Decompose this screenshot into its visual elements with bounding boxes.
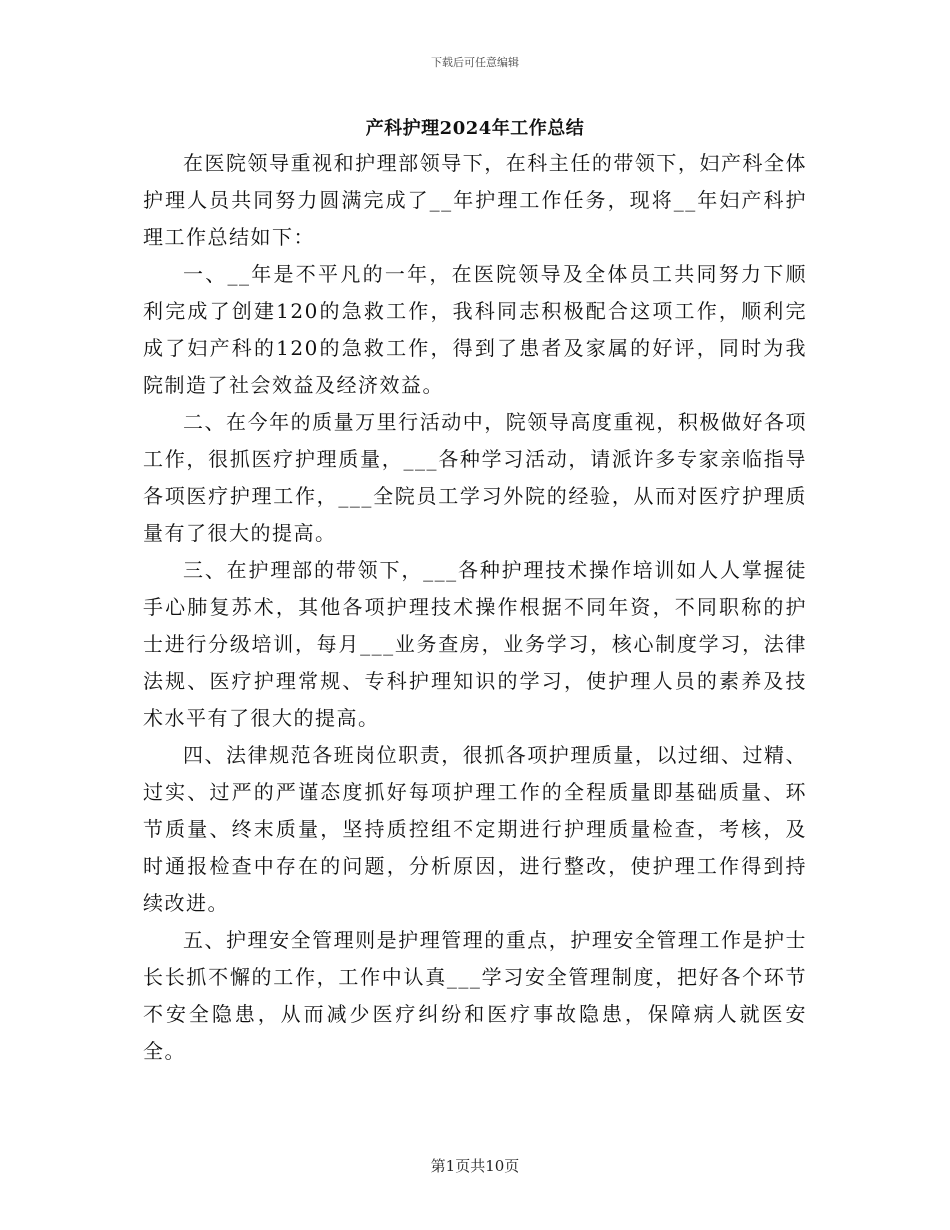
header-note: 下载后可任意编辑	[431, 56, 519, 69]
document-title: 产科护理2024年工作总结	[365, 118, 585, 139]
paragraph-intro: 在医院领导重视和护理部领导下，在科主任的带领下，妇产科全体护理人员共同努力圆满完成了__年护理工作任务，现将__年妇产科护理工作总结如下：	[143, 151, 807, 249]
paragraph-2: 二、在今年的质量万里行活动中，院领导高度重视，积极做好各项工作，很抓医疗护理质量，___各种学习活动，请派许多专家亲临指导各项医疗护理工作，___全院员工学习外院的经验，从而对医疗护理质量有了很大的提高。	[143, 410, 807, 545]
paragraph-3: 三、在护理部的带领下，___各种护理技术操作培训如人人掌握徒手心肺复苏术，其他各项护理技术操作根据不同年资，不同职称的护士进行分级培训，每月___业务查房，业务学习，核心制度学习，法律法规、医疗护理常规、专科护理知识的学习，使护理人员的素养及技术水平有了很大的提高。	[143, 558, 807, 730]
paragraph-4: 四、法律规范各班岗位职责，很抓各项护理质量，以过细、过精、过实、过严的严谨态度抓好每项护理工作的全程质量即基础质量、环节质量、终末质量，坚持质控组不定期进行护理质量检查，考核，及时通报检查中存在的问题，分析原因，进行整改，使护理工作得到持续改进。	[143, 743, 807, 915]
page-number: 第1页共10页	[430, 1157, 520, 1175]
document-body	[143, 145, 807, 1070]
paragraph-5: 五、护理安全管理则是护理管理的重点，护理安全管理工作是护士长长抓不懈的工作，工作中认真___学习安全管理制度，把好各个环节不安全隐患，从而减少医疗纠纷和医疗事故隐患，保障病人就医安全。	[143, 928, 807, 1063]
paragraph-1: 一、__年是不平凡的一年，在医院领导及全体员工共同努力下顺利完成了创建120的急救工作，我科同志积极配合这项工作，顺利完成了妇产科的120的急救工作，得到了患者及家属的好评，同时为我院制造了社会效益及经济效益。	[143, 262, 807, 397]
